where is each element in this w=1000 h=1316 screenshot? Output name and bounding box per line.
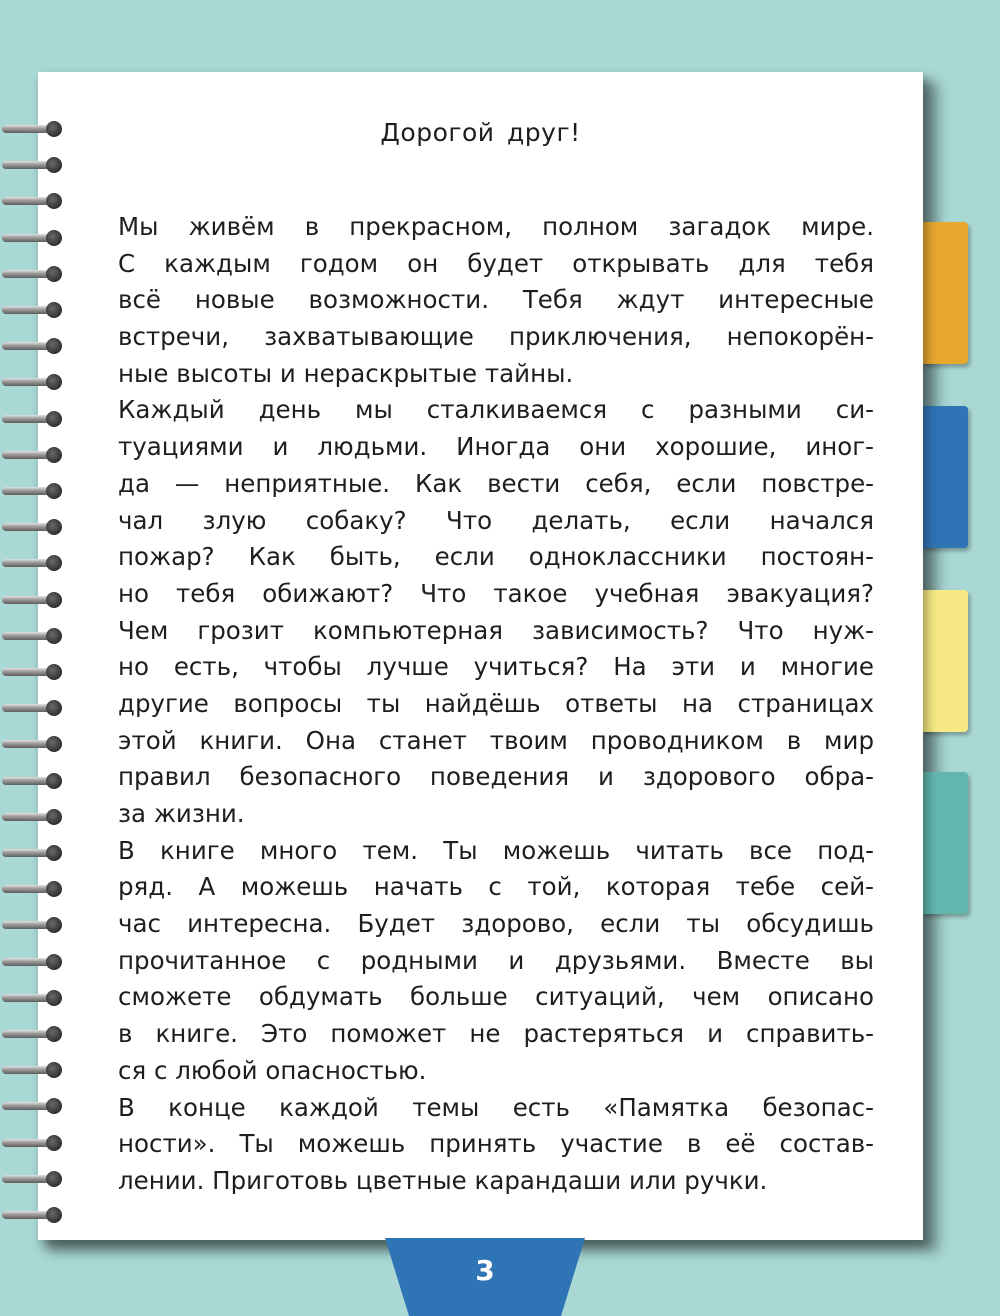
spiral-ring <box>2 482 64 500</box>
text-line: прочитанное с родными и друзьями. Вместе вы <box>118 945 874 975</box>
spiral-wire <box>2 523 50 531</box>
spiral-hole <box>46 302 62 318</box>
spiral-wire <box>2 197 50 205</box>
spiral-hole <box>46 266 62 282</box>
spiral-ring <box>2 373 64 391</box>
spiral-wire <box>2 704 50 712</box>
body-text <box>118 209 874 1200</box>
text-line: всё новые возможности. Тебя ждут интересные <box>118 285 874 315</box>
spiral-hole <box>46 447 62 463</box>
spiral-wire <box>2 342 50 350</box>
spiral-hole <box>46 519 62 535</box>
spiral-hole <box>46 917 62 933</box>
spiral-wire <box>2 415 50 423</box>
spiral-wire <box>2 777 50 785</box>
spiral-ring <box>2 446 64 464</box>
spiral-ring <box>2 627 64 645</box>
spiral-binding <box>0 120 70 1230</box>
spiral-wire <box>2 378 50 386</box>
spiral-hole <box>46 483 62 499</box>
text-line: встречи, захватывающие приключения, непокорён- <box>118 322 874 352</box>
text-line: В книге много тем. Ты можешь читать все под- <box>118 835 874 865</box>
spiral-hole <box>46 990 62 1006</box>
spiral-ring <box>2 844 64 862</box>
spiral-hole <box>46 954 62 970</box>
spiral-hole <box>46 845 62 861</box>
spiral-hole <box>46 628 62 644</box>
spiral-wire <box>2 921 50 929</box>
spiral-hole <box>46 1207 62 1223</box>
spiral-ring <box>2 301 64 319</box>
page-number: 3 <box>475 1254 495 1287</box>
spiral-wire <box>2 270 50 278</box>
spiral-ring <box>2 916 64 934</box>
spiral-ring <box>2 337 64 355</box>
spiral-ring <box>2 1170 64 1188</box>
spiral-ring <box>2 663 64 681</box>
text-line: ся с любой опасностью. <box>118 1055 427 1085</box>
text-line: в книге. Это поможет не растеряться и справить- <box>118 1019 874 1049</box>
text-line: В конце каждой темы есть «Памятка безопас- <box>118 1092 874 1122</box>
spiral-ring <box>2 156 64 174</box>
text-line: но тебя обижают? Что такое учебная эвакуация? <box>118 578 874 608</box>
spiral-wire <box>2 994 50 1002</box>
spiral-wire <box>2 451 50 459</box>
spiral-ring <box>2 192 64 210</box>
spiral-hole <box>46 1026 62 1042</box>
spiral-wire <box>2 740 50 748</box>
spiral-ring <box>2 1134 64 1152</box>
spiral-ring <box>2 591 64 609</box>
text-line: лении. Приготовь цветные карандаши или ручки. <box>118 1165 768 1195</box>
spiral-wire <box>2 958 50 966</box>
spiral-wire <box>2 632 50 640</box>
spiral-hole <box>46 1098 62 1114</box>
spiral-ring <box>2 554 64 572</box>
text-line: чал злую собаку? Что делать, если начался <box>118 505 874 535</box>
spiral-wire <box>2 1030 50 1038</box>
spiral-wire <box>2 487 50 495</box>
spiral-wire <box>2 1066 50 1074</box>
spiral-hole <box>46 1171 62 1187</box>
section-tab-teal[interactable] <box>922 772 968 914</box>
spiral-wire <box>2 161 50 169</box>
page-title: Дорогой друг! <box>380 118 581 147</box>
spiral-wire <box>2 1175 50 1183</box>
spiral-ring <box>2 1097 64 1115</box>
spiral-hole <box>46 664 62 680</box>
text-line: другие вопросы ты найдёшь ответы на страницах <box>118 688 874 718</box>
text-line: за жизни. <box>118 799 245 828</box>
spiral-ring <box>2 772 64 790</box>
spiral-hole <box>46 338 62 354</box>
spiral-hole <box>46 157 62 173</box>
text-line: пожар? Как быть, если одноклассники постоян- <box>118 542 874 572</box>
text-line: ности». Ты можешь принять участие в её состав- <box>118 1129 874 1159</box>
spiral-hole <box>46 555 62 571</box>
text-line: ряд. А можешь начать с той, которая тебе сей- <box>118 872 874 902</box>
text-line: ные высоты и нераскрытые тайны. <box>118 358 574 388</box>
spiral-ring <box>2 1025 64 1043</box>
spiral-hole <box>46 736 62 752</box>
spiral-ring <box>2 880 64 898</box>
spiral-wire <box>2 1102 50 1110</box>
spiral-hole <box>46 773 62 789</box>
text-line: час интересна. Будет здорово, если ты обсудишь <box>118 909 874 939</box>
spiral-ring <box>2 808 64 826</box>
spiral-hole <box>46 1135 62 1151</box>
text-line: туациями и людьми. Иногда они хорошие, иног- <box>118 432 874 462</box>
text-line: этой книги. Она станет твоим проводником в мир <box>118 725 874 755</box>
spiral-hole <box>46 230 62 246</box>
spiral-ring <box>2 735 64 753</box>
spiral-ring <box>2 410 64 428</box>
section-tab-yellow[interactable] <box>922 590 968 732</box>
spiral-wire <box>2 1211 50 1219</box>
spiral-wire <box>2 668 50 676</box>
spiral-ring <box>2 699 64 717</box>
text-line: Каждый день мы сталкиваемся с разными си- <box>118 395 874 425</box>
spiral-wire <box>2 885 50 893</box>
text-line: сможете обдумать больше ситуаций, чем описано <box>118 982 874 1012</box>
spiral-hole <box>46 700 62 716</box>
spiral-ring <box>2 265 64 283</box>
text-line: но есть, чтобы лучше учиться? На эти и многие <box>118 652 874 682</box>
spiral-wire <box>2 596 50 604</box>
spiral-hole <box>46 193 62 209</box>
spiral-ring <box>2 518 64 536</box>
spiral-wire <box>2 1139 50 1147</box>
spiral-wire <box>2 559 50 567</box>
spiral-wire <box>2 234 50 242</box>
text-line: правил безопасного поведения и здорового обра- <box>118 762 874 792</box>
spiral-hole <box>46 374 62 390</box>
spiral-ring <box>2 229 64 247</box>
spiral-hole <box>46 592 62 608</box>
spiral-ring <box>2 1061 64 1079</box>
spiral-hole <box>46 411 62 427</box>
spiral-wire <box>2 849 50 857</box>
spiral-wire <box>2 813 50 821</box>
spiral-ring <box>2 1206 64 1224</box>
spiral-ring <box>2 953 64 971</box>
section-tab-blue[interactable] <box>922 406 968 548</box>
text-line: С каждым годом он будет открывать для тебя <box>118 248 874 278</box>
text-line: Чем грозит компьютерная зависимость? Что нуж- <box>118 615 874 645</box>
spiral-hole <box>46 809 62 825</box>
spiral-ring <box>2 989 64 1007</box>
spiral-hole <box>46 881 62 897</box>
spiral-hole <box>46 1062 62 1078</box>
text-line: да — неприятные. Как вести себя, если повстре- <box>118 468 874 498</box>
spiral-wire <box>2 306 50 314</box>
text-line: Мы живём в прекрасном, полном загадок мире. <box>118 212 874 241</box>
section-tab-orange[interactable] <box>922 222 968 364</box>
